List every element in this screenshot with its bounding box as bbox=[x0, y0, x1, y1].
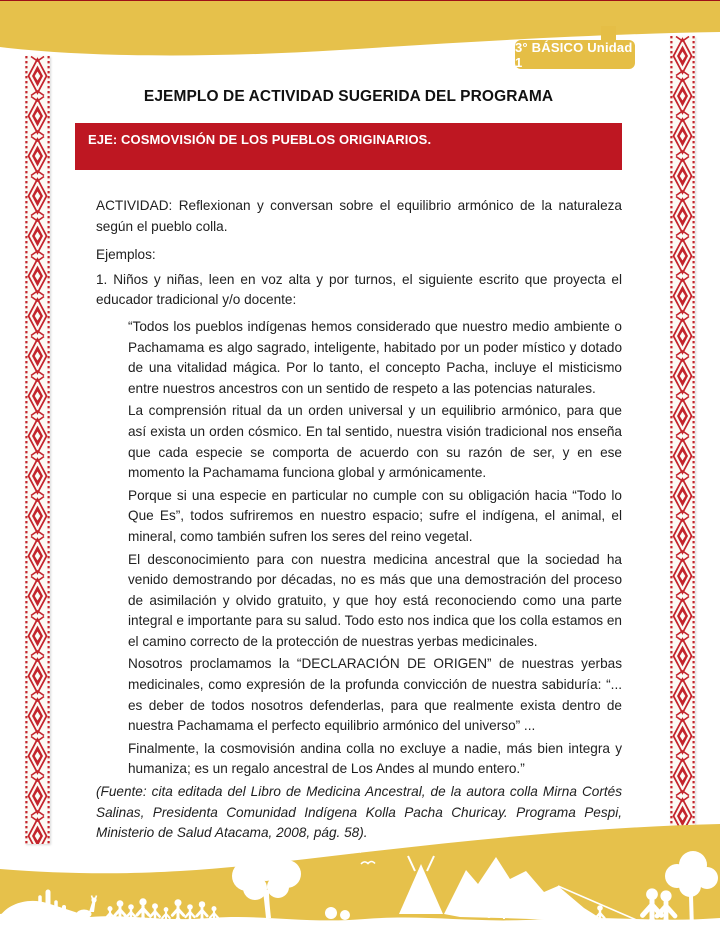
unit-badge-label: 3° BÁSICO Unidad 1 bbox=[515, 39, 633, 70]
quote-paragraph: El desconocimiento para con nuestra medicina ancestral que la sociedad ha venido demostrando por décadas, no es más que una demostración del proceso de asimilación y olvido gratuito, y que hoy está reconociendo como una parte integral e importante para su salud. Todo esto nos indica que los colla estamos en el camino correcto de la protección de nuestras yerbas medicinales. bbox=[128, 551, 622, 649]
unit-badge bbox=[515, 40, 635, 69]
quote-paragraph: “Todos los pueblos indígenas hemos considerado que nuestro medio ambiente o Pachamama es algo sagrado, inteligente, habitado por un poder místico y dotado de una vitalidad mágica. Por lo tanto, el concepto Pacha, incluye el misticismo entre nuestros ancestros con un sentido de respeto a las potencias naturales. bbox=[128, 318, 622, 396]
examples-label: Ejemplos: bbox=[96, 247, 156, 263]
quote-paragraph: Nosotros proclamamos la “DECLARACIÓN DE ORIGEN” de nuestras yerbas medicinales, como expresión de la profunda convicción de nuestra sabiduría: “... es deber de todos nosotros defenderlas, para que realmente exista dentro de nuestra Pachamama el perfecto equilibrio armónico del universo” ... bbox=[128, 656, 622, 734]
eje-banner-label: EJE: COSMOVISIÓN DE LOS PUEBLOS ORIGINARIOS. bbox=[88, 132, 432, 147]
document-content bbox=[75, 88, 622, 846]
quote-paragraph: Porque si una especie en particular no cumple con su obligación hacia “Todo lo Que Es”, todos sufriremos en nuestro espacio; sufre el indígena, el animal, el mineral, como también sufren los seres del reino vegetal. bbox=[128, 487, 622, 544]
page-title: EJEMPLO DE ACTIVIDAD SUGERIDA DEL PROGRAMA bbox=[143, 88, 554, 105]
reading-quote-block bbox=[128, 317, 622, 780]
right-textile-border-icon bbox=[670, 36, 695, 826]
quote-paragraph: La comprensión ritual da un orden universal y un equilibrio armónico, para que así exista un orden cósmico. En tal sentido, nuestra visión tradicional nos enseña que cada especie se comporta de acuerdo con su razón de ser, y en ese momento la Pachamama funciona global y armónicamente. bbox=[128, 403, 622, 481]
source-citation: (Fuente: cita editada del Libro de Medicina Ancestral, de la autora colla Mirna Cortés Salinas, Presidenta Comunidad Indígena Kolla Pacha Churicay. Programa Pespi, Ministerio de Salud Atacama, 2008, pág. 58). bbox=[96, 784, 622, 841]
eje-banner bbox=[75, 123, 622, 170]
bottom-landscape-art bbox=[0, 812, 720, 932]
quote-paragraph: Finalmente, la cosmovisión andina colla no excluye a nadie, más bien integra y humaniza; es un regalo ancestral de Los Andes al mundo entero.” bbox=[128, 740, 622, 777]
left-textile-border-icon bbox=[25, 56, 50, 844]
numbered-item-1: 1. Niños y niñas, leen en voz alta y por turnos, el siguiente escrito que proyecta el educador tradicional y/o docente: bbox=[96, 271, 622, 308]
activity-paragraph: ACTIVIDAD: Reflexionan y conversan sobre el equilibrio armónico de la naturaleza según el pueblo colla. bbox=[96, 198, 622, 234]
